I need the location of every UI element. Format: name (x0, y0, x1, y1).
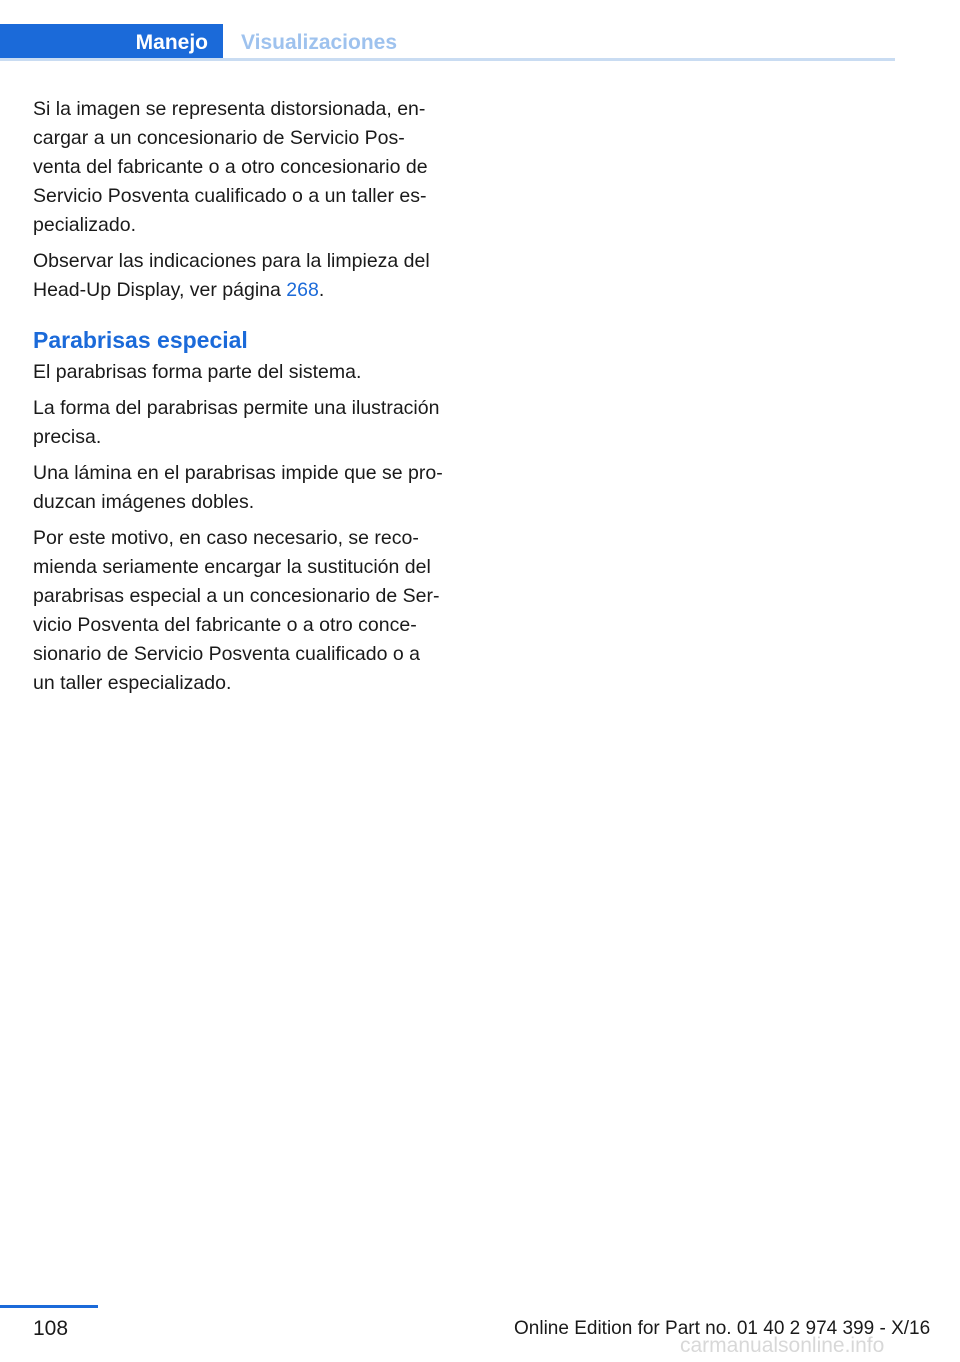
page-number: 108 (33, 1317, 69, 1340)
main-text-column (33, 95, 453, 705)
section-tab-manejo[interactable]: Manejo (0, 24, 223, 61)
header-divider (0, 58, 895, 61)
edition-note: Online Edition for Part no. 01 40 2 974 399 - X/16 (514, 1318, 931, 1339)
paragraph-system-part: El parabrisas forma parte del sistema. (33, 361, 362, 383)
paragraph-cleaning-note (33, 247, 453, 305)
cleaning-note-end: . (318, 279, 325, 301)
footer-divider (0, 1305, 98, 1308)
section-heading: Parabrisas especial (33, 327, 248, 353)
page-reference-link[interactable]: 268 (286, 279, 319, 301)
section-tab-visualizaciones[interactable]: Visualizaciones (241, 31, 398, 54)
page-header (0, 24, 895, 61)
paragraph-distorted-image: Si la imagen se representa distorsionada, en‐ cargar a un concesionario de Servicio Pos‐ venta del fabricante o a otro concesionario de Servicio Posventa cualificado o a un taller es‐ pecializado. (33, 98, 428, 236)
paragraph-windshield-shape: La forma del parabrisas permite una ilustración precisa. (33, 397, 440, 448)
paragraph-laminate: Una lámina en el parabrisas impide que se pro‐ duzcan imágenes dobles. (33, 462, 443, 513)
paragraph-replacement: Por este motivo, en caso necesario, se reco‐ mienda seriamente encargar la sustitución del parabrisas especial a un concesionario de Ser‐ vicio Posventa del fabricante o a otro conce‐ sionario de Servicio Posventa cualificado o a un taller especializado. (33, 527, 440, 694)
cleaning-note-text: Observar las indicaciones para la limpieza del Head-Up Display, ver página (33, 250, 430, 301)
watermark: carmanualsonline.info (680, 1334, 885, 1357)
